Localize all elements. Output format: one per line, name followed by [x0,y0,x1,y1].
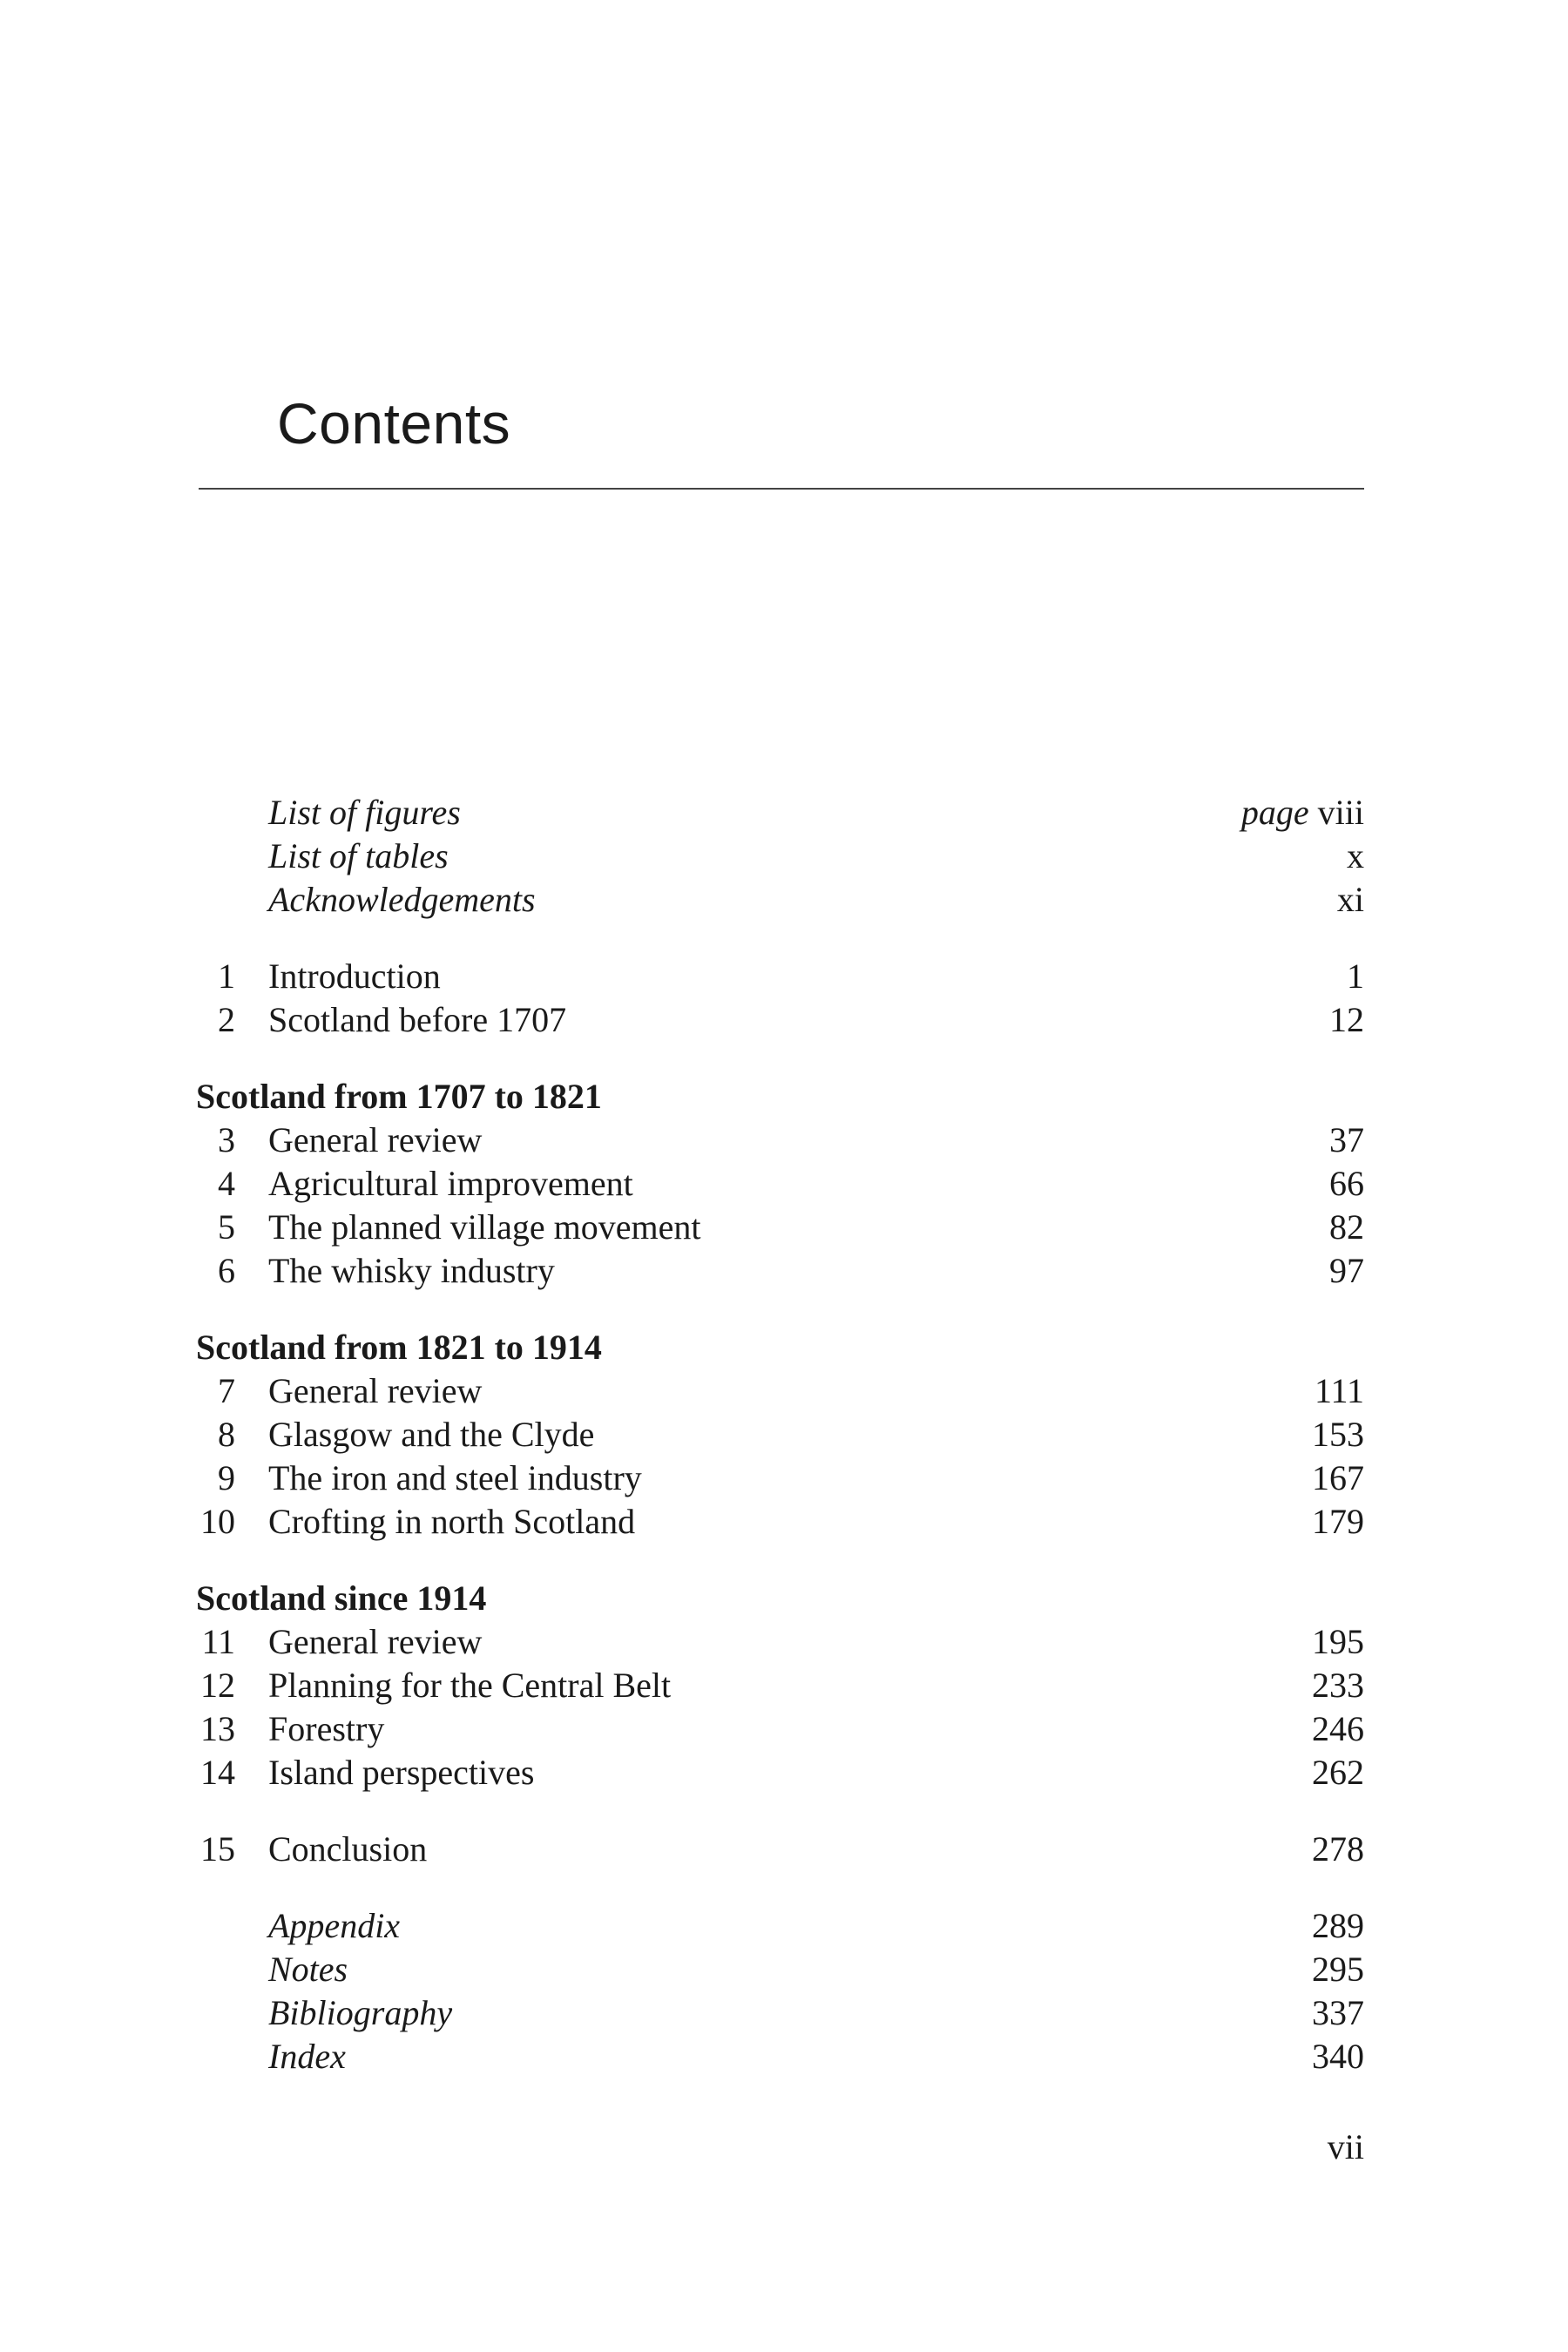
toc-entry-title: Glasgow and the Clyde [268,1415,595,1454]
toc-entry-title: General review [268,1371,483,1410]
toc-entry-title: Agricultural improvement [268,1164,633,1203]
toc-entry-title: The whisky industry [268,1251,555,1290]
part-heading: Scotland from 1821 to 1914 [196,1328,602,1367]
toc-entry-page: 153 [1312,1415,1364,1454]
toc-entry-page: 12 [1329,1000,1364,1039]
toc-entry-page: xi [1336,880,1364,919]
toc-entry-page: 262 [1312,1753,1364,1792]
toc-entry-page: 37 [1329,1120,1364,1159]
toc-entry-title: Bibliography [268,1993,453,2032]
toc-entry-title: Introduction [268,956,441,996]
toc-entry-title: General review [268,1622,483,1661]
toc-entry-chapter[interactable] [0,1707,1568,1751]
toc-entry-page: 167 [1312,1458,1364,1497]
toc-entry-title: Conclusion [268,1829,428,1869]
toc-entry-chapter[interactable] [0,998,1568,1042]
chapter-number: 5 [218,1207,235,1247]
toc-entry-title: Forestry [268,1709,385,1748]
toc-entry-chapter[interactable] [0,1456,1568,1500]
page-prefix: page [1240,793,1309,832]
part-heading: Scotland from 1707 to 1821 [196,1077,602,1116]
toc-entry-acknowledgements[interactable] [0,878,1568,922]
toc-entry-page: 97 [1329,1251,1364,1290]
chapter-number: 7 [218,1371,235,1410]
toc-entry-chapter[interactable] [0,1369,1568,1413]
toc-entry-chapter[interactable] [0,1249,1568,1293]
toc-entry-title: Notes [268,1950,348,1989]
toc-entry-chapter[interactable] [0,1119,1568,1162]
toc-entry-list-of-figures[interactable] [0,791,1568,835]
toc-entry-appendix[interactable] [0,1904,1568,1948]
toc-entry-title: Crofting in north Scotland [268,1502,636,1541]
toc-entry-title: List of tables [268,836,449,875]
page-value: viii [1317,793,1364,832]
chapter-number: 10 [200,1502,235,1541]
toc-entry-page: 66 [1329,1164,1364,1203]
toc-entry-page: 111 [1314,1371,1364,1410]
toc-entry-page: 179 [1312,1502,1364,1541]
toc-entry-page: 289 [1312,1906,1364,1945]
toc-entry-page: 82 [1329,1207,1364,1247]
toc-entry-title: General review [268,1120,483,1159]
toc-entry-page: 278 [1312,1829,1364,1869]
part-heading: Scotland since 1914 [196,1578,487,1618]
toc-entry-title: Scotland before 1707 [268,1000,567,1039]
chapter-number: 6 [218,1251,235,1290]
page-title: Contents [277,391,511,456]
toc-entry-chapter[interactable] [0,1162,1568,1206]
toc-entry-page [1241,791,1364,835]
toc-entry-title: The iron and steel industry [268,1458,642,1497]
toc-entry-chapter[interactable] [0,1413,1568,1456]
toc-entry-title: List of figures [268,793,461,832]
toc-entry-title: Index [268,2037,346,2076]
chapter-number: 1 [218,956,235,996]
chapter-number: 2 [218,1000,235,1039]
chapter-number: 11 [201,1622,235,1661]
toc-entry-conclusion[interactable] [0,1828,1568,1871]
toc-entry-page: 246 [1312,1709,1364,1748]
chapter-number: 12 [200,1666,235,1705]
toc-entry-chapter[interactable] [0,1620,1568,1664]
toc-entry-notes[interactable] [0,1948,1568,1991]
toc-entry-page: x [1347,836,1364,875]
toc-entry-page: 1 [1347,956,1364,996]
toc-entry-title: Acknowledgements [268,880,536,919]
toc-entry-title: The planned village movement [268,1207,701,1247]
chapter-number: 9 [218,1458,235,1497]
chapter-number: 15 [200,1829,235,1869]
toc-entry-page: 337 [1312,1993,1364,2032]
toc-entry-page: 233 [1312,1666,1364,1705]
chapter-number: 3 [218,1120,235,1159]
toc-entry-page: 195 [1312,1622,1364,1661]
page-number: vii [1327,2127,1364,2166]
toc-entry-list-of-tables[interactable] [0,835,1568,878]
toc-entry-chapter[interactable] [0,1664,1568,1707]
toc-entry-title: Planning for the Central Belt [268,1666,672,1705]
toc-entry-page: 295 [1312,1950,1364,1989]
toc-entry-title: Appendix [268,1906,401,1945]
toc-entry-chapter[interactable] [0,1751,1568,1794]
toc-entry-bibliography[interactable] [0,1991,1568,2035]
toc-entry-page: 340 [1312,2037,1364,2076]
chapter-number: 4 [218,1164,235,1203]
toc-entry-chapter[interactable] [0,955,1568,998]
chapter-number: 8 [218,1415,235,1454]
toc-entry-chapter[interactable] [0,1500,1568,1544]
chapter-number: 14 [200,1753,235,1792]
toc-entry-chapter[interactable] [0,1206,1568,1249]
toc-entry-index[interactable] [0,2035,1568,2078]
toc-entry-title: Island perspectives [268,1753,535,1792]
chapter-number: 13 [200,1709,235,1748]
